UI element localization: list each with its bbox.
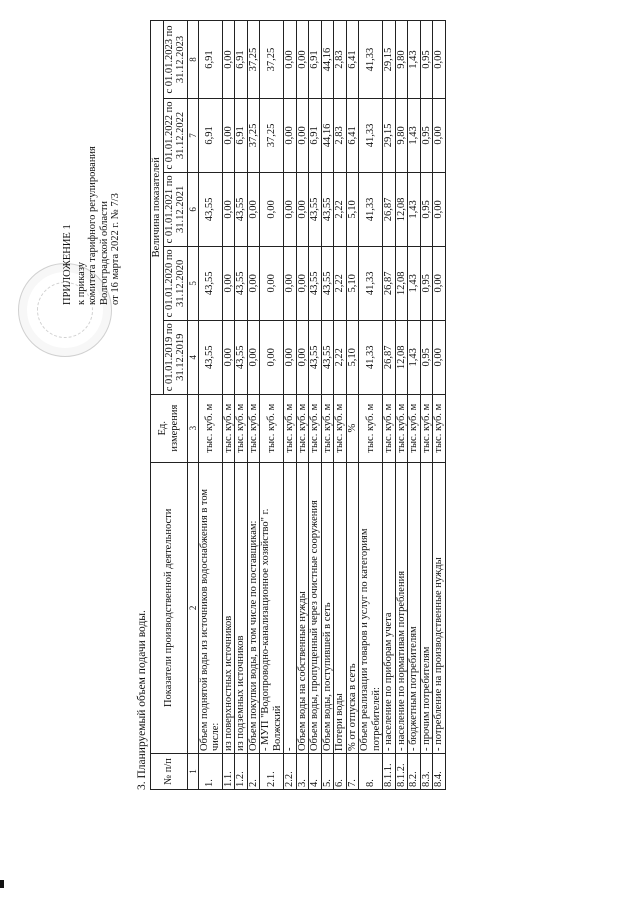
row-indicator: - население по нормативам потребления: [395, 462, 408, 753]
column-number: 5: [187, 246, 198, 320]
row-value: 0,00: [433, 320, 446, 394]
table-row: [346, 21, 359, 790]
row-value: 5,10: [346, 320, 359, 394]
row-value: 0,00: [222, 172, 235, 246]
row-value: 6,91: [198, 99, 222, 173]
column-number: 3: [187, 394, 198, 462]
row-value: 2,22: [334, 246, 347, 320]
water-supply-table: [150, 20, 446, 790]
row-value: 0,00: [247, 246, 260, 320]
appendix-line: от 16 марта 2022 г. № 7/3: [110, 193, 121, 305]
row-value: 2,83: [334, 99, 347, 173]
row-value: 37,25: [260, 21, 284, 99]
row-value: 0,00: [296, 99, 309, 173]
row-value: 0,00: [296, 172, 309, 246]
table-row: [321, 21, 334, 790]
row-value: 0,00: [284, 246, 297, 320]
header-period: с 01.01.2020 по 31.12.2020: [163, 246, 187, 320]
appendix-title: ПРИЛОЖЕНИЕ 1: [62, 224, 73, 305]
row-value: 0,00: [222, 246, 235, 320]
row-num: 3.: [296, 754, 309, 790]
row-indicator: Объем покупки воды, в том числе по поставщикам:: [247, 462, 260, 753]
row-unit: тыс. куб. м: [321, 394, 334, 462]
table-body: [198, 21, 445, 790]
row-num: 2.2.: [284, 754, 297, 790]
row-value: 41,33: [359, 246, 383, 320]
row-num: 8.4.: [433, 754, 446, 790]
row-value: 0,95: [420, 172, 433, 246]
row-unit: тыс. куб. м: [309, 394, 322, 462]
row-unit: тыс. куб. м: [296, 394, 309, 462]
row-value: 43,55: [235, 172, 248, 246]
table-row: [433, 21, 446, 790]
row-value: 0,00: [247, 320, 260, 394]
row-value: 43,55: [198, 172, 222, 246]
row-value: 1,43: [408, 99, 421, 173]
header-period: с 01.01.2023 по 31.12.2023: [163, 21, 187, 99]
row-value: 43,55: [198, 246, 222, 320]
row-num: 1.: [198, 754, 222, 790]
row-value: 43,55: [309, 246, 322, 320]
row-unit: тыс. куб. м: [284, 394, 297, 462]
table-row: [420, 21, 433, 790]
row-value: 0,00: [284, 21, 297, 99]
appendix-block: [62, 5, 122, 305]
section-title: 3. Планируемый объем подачи воды.: [136, 610, 148, 790]
row-value: 26,87: [383, 246, 396, 320]
row-value: 43,55: [321, 172, 334, 246]
row-indicator: Объем поднятой воды из источников водоснабжения в том числе:: [198, 462, 222, 753]
row-value: 6,91: [235, 99, 248, 173]
row-value: 0,00: [296, 320, 309, 394]
row-value: 41,33: [359, 99, 383, 173]
row-unit: тыс. куб. м: [235, 394, 248, 462]
row-value: 29,15: [383, 99, 396, 173]
header-unit: Ед. измерения: [151, 394, 188, 462]
table-row: [359, 21, 383, 790]
table-row: [247, 21, 260, 790]
row-value: 43,55: [321, 320, 334, 394]
row-value: 26,87: [383, 172, 396, 246]
row-value: 41,33: [359, 21, 383, 99]
row-unit: тыс. куб. м: [420, 394, 433, 462]
row-value: 1,43: [408, 320, 421, 394]
row-value: 43,55: [198, 320, 222, 394]
row-indicator: из подземных источников: [235, 462, 248, 753]
row-value: 0,95: [420, 320, 433, 394]
row-indicator: -: [284, 462, 297, 753]
row-value: 2,22: [334, 320, 347, 394]
row-unit: тыс. куб. м: [359, 394, 383, 462]
table-row: [260, 21, 284, 790]
row-unit: тыс. куб. м: [260, 394, 284, 462]
row-indicator: - бюджетным потребителям: [408, 462, 421, 753]
row-num: 8.: [359, 754, 383, 790]
row-num: 2.: [247, 754, 260, 790]
row-unit: тыс. куб. м: [334, 394, 347, 462]
table-row: [296, 21, 309, 790]
row-value: 0,00: [260, 246, 284, 320]
row-indicator: Объем воды, поступившей в сеть: [321, 462, 334, 753]
row-num: 8.1.1.: [383, 754, 396, 790]
row-value: 2,22: [334, 172, 347, 246]
header-period: с 01.01.2019 по 31.12.2019: [163, 320, 187, 394]
table-row: [284, 21, 297, 790]
row-value: 0,00: [260, 172, 284, 246]
header-values-group: Величина показателей: [151, 21, 164, 395]
table-row: [198, 21, 222, 790]
row-value: 1,43: [408, 21, 421, 99]
row-num: 8.3.: [420, 754, 433, 790]
appendix-line: к приказу: [75, 262, 87, 305]
row-num: 6.: [334, 754, 347, 790]
column-number: 6: [187, 172, 198, 246]
row-value: 0,00: [222, 21, 235, 99]
row-value: 5,10: [346, 172, 359, 246]
column-numbers-row: [187, 21, 198, 790]
table-row: [222, 21, 235, 790]
table-row: [408, 21, 421, 790]
row-num: 1.2.: [235, 754, 248, 790]
row-value: 37,25: [247, 21, 260, 99]
row-indicator: Объем воды, пропущенный через очистные сооружения: [309, 462, 322, 753]
row-value: 2,83: [334, 21, 347, 99]
row-value: 9,80: [395, 21, 408, 99]
row-value: 43,55: [235, 320, 248, 394]
row-value: 6,91: [198, 21, 222, 99]
row-value: 37,25: [247, 99, 260, 173]
header-period: с 01.01.2022 по 31.12.2022: [163, 99, 187, 173]
column-number: 8: [187, 21, 198, 99]
column-number: 7: [187, 99, 198, 173]
row-unit: тыс. куб. м: [408, 394, 421, 462]
row-value: 0,00: [433, 99, 446, 173]
row-indicator: - прочим потребителям: [420, 462, 433, 753]
table-row: [235, 21, 248, 790]
row-value: 0,00: [433, 246, 446, 320]
row-indicator: % от отпуска в сеть: [346, 462, 359, 753]
row-value: 6,41: [346, 21, 359, 99]
row-indicator: из поверхностных источников: [222, 462, 235, 753]
header-indicator: Показатели производственной деятельности: [151, 462, 188, 753]
row-value: 43,55: [309, 320, 322, 394]
row-value: 44,16: [321, 21, 334, 99]
row-value: 41,33: [359, 320, 383, 394]
row-num: 8.1.2.: [395, 754, 408, 790]
appendix-line: Волгоградской области: [98, 200, 110, 305]
row-value: 43,55: [309, 172, 322, 246]
row-value: 0,95: [420, 246, 433, 320]
row-value: 0,00: [247, 172, 260, 246]
table-row: [383, 21, 396, 790]
row-value: 0,00: [296, 21, 309, 99]
row-value: 9,80: [395, 99, 408, 173]
row-value: 43,55: [321, 246, 334, 320]
row-num: 8.2.: [408, 754, 421, 790]
table-row: [334, 21, 347, 790]
row-value: 1,43: [408, 246, 421, 320]
row-unit: тыс. куб. м: [395, 394, 408, 462]
table-row: [309, 21, 322, 790]
header-num: № п/п: [151, 754, 188, 790]
row-value: 29,15: [383, 21, 396, 99]
row-value: 6,91: [309, 21, 322, 99]
row-unit: тыс. куб. м: [198, 394, 222, 462]
row-unit: тыс. куб. м: [222, 394, 235, 462]
row-value: 6,41: [346, 99, 359, 173]
row-value: 0,95: [420, 21, 433, 99]
row-unit: тыс. куб. м: [433, 394, 446, 462]
row-value: 6,91: [309, 99, 322, 173]
row-value: 0,95: [420, 99, 433, 173]
row-value: 5,10: [346, 246, 359, 320]
column-number: 1: [187, 754, 198, 790]
row-indicator: Объем воды на собственные нужды: [296, 462, 309, 753]
row-value: 0,00: [284, 99, 297, 173]
row-unit: %: [346, 394, 359, 462]
row-value: 1,43: [408, 172, 421, 246]
row-num: 4.: [309, 754, 322, 790]
row-value: 0,00: [284, 320, 297, 394]
row-value: 12,08: [395, 246, 408, 320]
table-row: [395, 21, 408, 790]
row-num: 1.1.: [222, 754, 235, 790]
row-value: 37,25: [260, 99, 284, 173]
row-indicator: - МУП "Водопроводно-канализационное хозяйство" г. Волжский: [260, 462, 284, 753]
row-value: 12,08: [395, 172, 408, 246]
row-num: 5.: [321, 754, 334, 790]
row-value: 6,91: [235, 21, 248, 99]
row-num: 7.: [346, 754, 359, 790]
row-unit: тыс. куб. м: [383, 394, 396, 462]
row-value: 0,00: [260, 320, 284, 394]
column-number: 2: [187, 462, 198, 753]
row-num: 2.1.: [260, 754, 284, 790]
row-value: 12,08: [395, 320, 408, 394]
row-value: 43,55: [235, 246, 248, 320]
row-value: 0,00: [222, 99, 235, 173]
row-value: 0,00: [222, 320, 235, 394]
row-indicator: - население по приборам учета: [383, 462, 396, 753]
row-value: 44,16: [321, 99, 334, 173]
appendix-line: комитета тарифного регулирования: [87, 146, 98, 305]
row-value: 0,00: [284, 172, 297, 246]
row-value: 0,00: [433, 172, 446, 246]
row-value: 41,33: [359, 172, 383, 246]
row-unit: тыс. куб. м: [247, 394, 260, 462]
column-number: 4: [187, 320, 198, 394]
row-indicator: - потребление на производственные нужды: [433, 462, 446, 753]
row-indicator: Объем реализации товаров и услуг по категориям потребителей:: [359, 462, 383, 753]
row-value: 26,87: [383, 320, 396, 394]
row-indicator: Потери воды: [334, 462, 347, 753]
header-period: с 01.01.2021 по 31.12.2021: [163, 172, 187, 246]
row-value: 0,00: [296, 246, 309, 320]
row-value: 0,00: [433, 21, 446, 99]
